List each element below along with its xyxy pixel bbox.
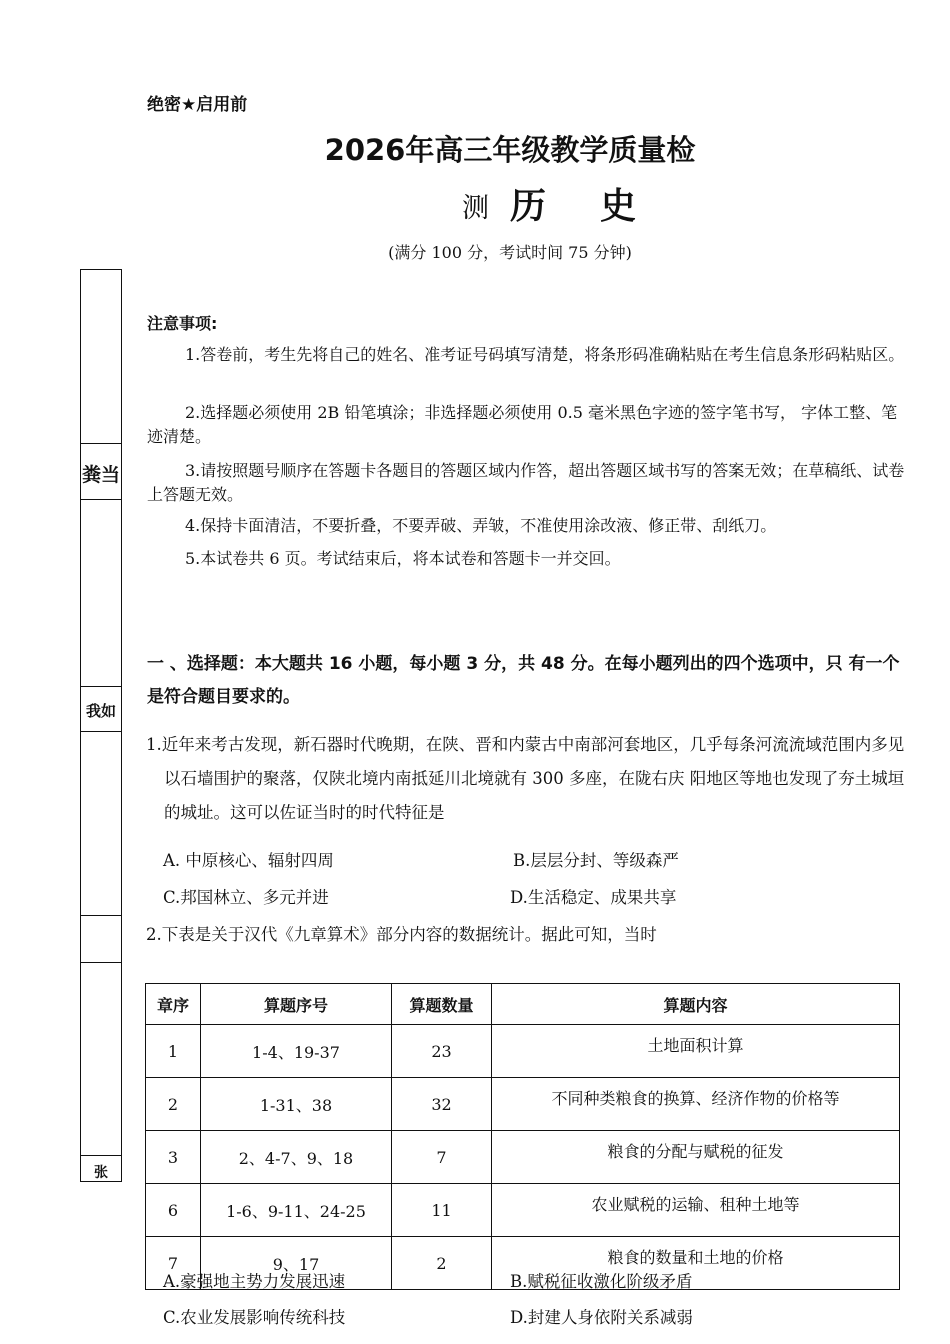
table-cell: 不同种类粮食的换算、经济作物的价格等	[492, 1078, 900, 1131]
question-1-stem: 1.近年来考古发现，新石器时代晚期，在陕、晋和内蒙古中南部河套地区，几乎每条河流流域范围内多见以石墙围护的聚落，仅陕北境内南抵延川北境就有 300 多座，在陇右庆 阳地区等地也发现了夯土城垣的城址。这可以佐证当时的时代特征是	[146, 735, 905, 822]
q1-option-a[interactable]: A. 中原核心、辐射四周	[163, 851, 334, 870]
q2-option-c[interactable]: C.农业发展影响传统科技	[163, 1308, 346, 1327]
table-row	[146, 1078, 900, 1131]
question-2-stem: 2.下表是关于汉代《九章算术》部分内容的数据统计。据此可知，当时	[146, 925, 657, 944]
table-cell: 3	[146, 1131, 201, 1184]
exam-title: 2026年高三年级教学质量检	[324, 133, 696, 167]
sidebar-divider	[81, 443, 121, 444]
sidebar-divider	[81, 1155, 121, 1156]
table-cell: 1-6、9-11、24-25	[201, 1184, 392, 1237]
q2-option-b[interactable]: B.赋税征收激化阶级矛盾	[510, 1272, 693, 1291]
q1-option-c[interactable]: C.邦国林立、多元并进	[163, 888, 329, 907]
table-cell: 11	[392, 1184, 492, 1237]
table-cell: 2	[146, 1078, 201, 1131]
table-cell: 23	[392, 1025, 492, 1078]
q2-option-d[interactable]: D.封建人身依附关系减弱	[510, 1308, 693, 1327]
sidebar-divider	[81, 686, 121, 687]
notice-item-1: 1.答卷前，考生先将自己的姓名、准考证号码填写清楚，将条形码准确粘贴在考生信息条形码粘贴区。	[185, 345, 905, 364]
sidebar-divider	[81, 915, 121, 916]
sidebar-label-2: 我如	[85, 702, 116, 720]
table-header-cell: 章序	[146, 984, 201, 1025]
table-row	[146, 1025, 900, 1078]
table-cell: 7	[146, 1237, 201, 1290]
notice-item-2: 2.选择题必须使用 2B 铅笔填涂；非选择题必须使用 0.5 毫米黑色字迹的签字笔书写， 字体工整、笔迹清楚。	[147, 403, 898, 446]
q2-option-a[interactable]: A.豪强地主势力发展迅速	[163, 1272, 346, 1291]
table-cell: 32	[392, 1078, 492, 1131]
data-table	[145, 983, 900, 1290]
notice-item-5: 5.本试卷共 6 页。考试结束后，将本试卷和答题卡一并交回。	[185, 549, 621, 568]
notice-item-4: 4.保持卡面清洁，不要折叠，不要弄破、弄皱，不准使用涂改液、修正带、刮纸刀。	[185, 516, 777, 535]
subject-char-1: 历	[510, 186, 547, 227]
table-cell: 农业赋税的运输、租种土地等	[492, 1184, 900, 1237]
table-cell: 粮食的数量和土地的价格	[492, 1237, 900, 1290]
subject-char-2: 史	[600, 186, 637, 227]
table-cell: 7	[392, 1131, 492, 1184]
table-header-cell: 算题内容	[492, 984, 900, 1025]
q1-option-d[interactable]: D.生活稳定、成果共享	[510, 888, 677, 907]
table-cell: 2、4-7、9、18	[201, 1131, 392, 1184]
table-cell: 1	[146, 1025, 201, 1078]
sidebar-divider	[81, 962, 121, 963]
sidebar-label-3: 张	[94, 1165, 108, 1181]
sidebar-divider	[81, 731, 121, 732]
sidebar-label-1: 粪当	[81, 464, 120, 486]
q1-option-b[interactable]: B.层层分封、等级森严	[513, 851, 679, 870]
table-cell: 1-31、38	[201, 1078, 392, 1131]
exam-title-tail: 测	[462, 193, 489, 224]
notice-heading: 注意事项:	[147, 314, 218, 333]
table-cell: 土地面积计算	[492, 1025, 900, 1078]
section-title: 一 、选择题：本大题共 16 小题，每小题 3 分，共 48 分。在每小题列出的四个选项中，只 有一个是符合题目要求的。	[147, 654, 900, 707]
table-cell: 2	[392, 1237, 492, 1290]
confidential-mark: 绝密★启用前	[147, 95, 248, 115]
table-cell: 粮食的分配与赋税的征发	[492, 1131, 900, 1184]
notice-item-3: 3.请按照题号顺序在答题卡各题目的答题区域内作答，超出答题区域书写的答案无效；在草稿纸、试卷上答题无效。	[147, 461, 905, 504]
table-header-row	[146, 984, 900, 1025]
binding-sidebar	[80, 269, 122, 1182]
table-cell: 9、17	[201, 1237, 392, 1290]
table-cell: 6	[146, 1184, 201, 1237]
table-row	[146, 1184, 900, 1237]
table-header-cell: 算题序号	[201, 984, 392, 1025]
table-header-cell: 算题数量	[392, 984, 492, 1025]
score-info: (满分 100 分，考试时间 75 分钟)	[388, 243, 632, 262]
sidebar-divider	[81, 499, 121, 500]
table-row	[146, 1131, 900, 1184]
table-cell: 1-4、19-37	[201, 1025, 392, 1078]
